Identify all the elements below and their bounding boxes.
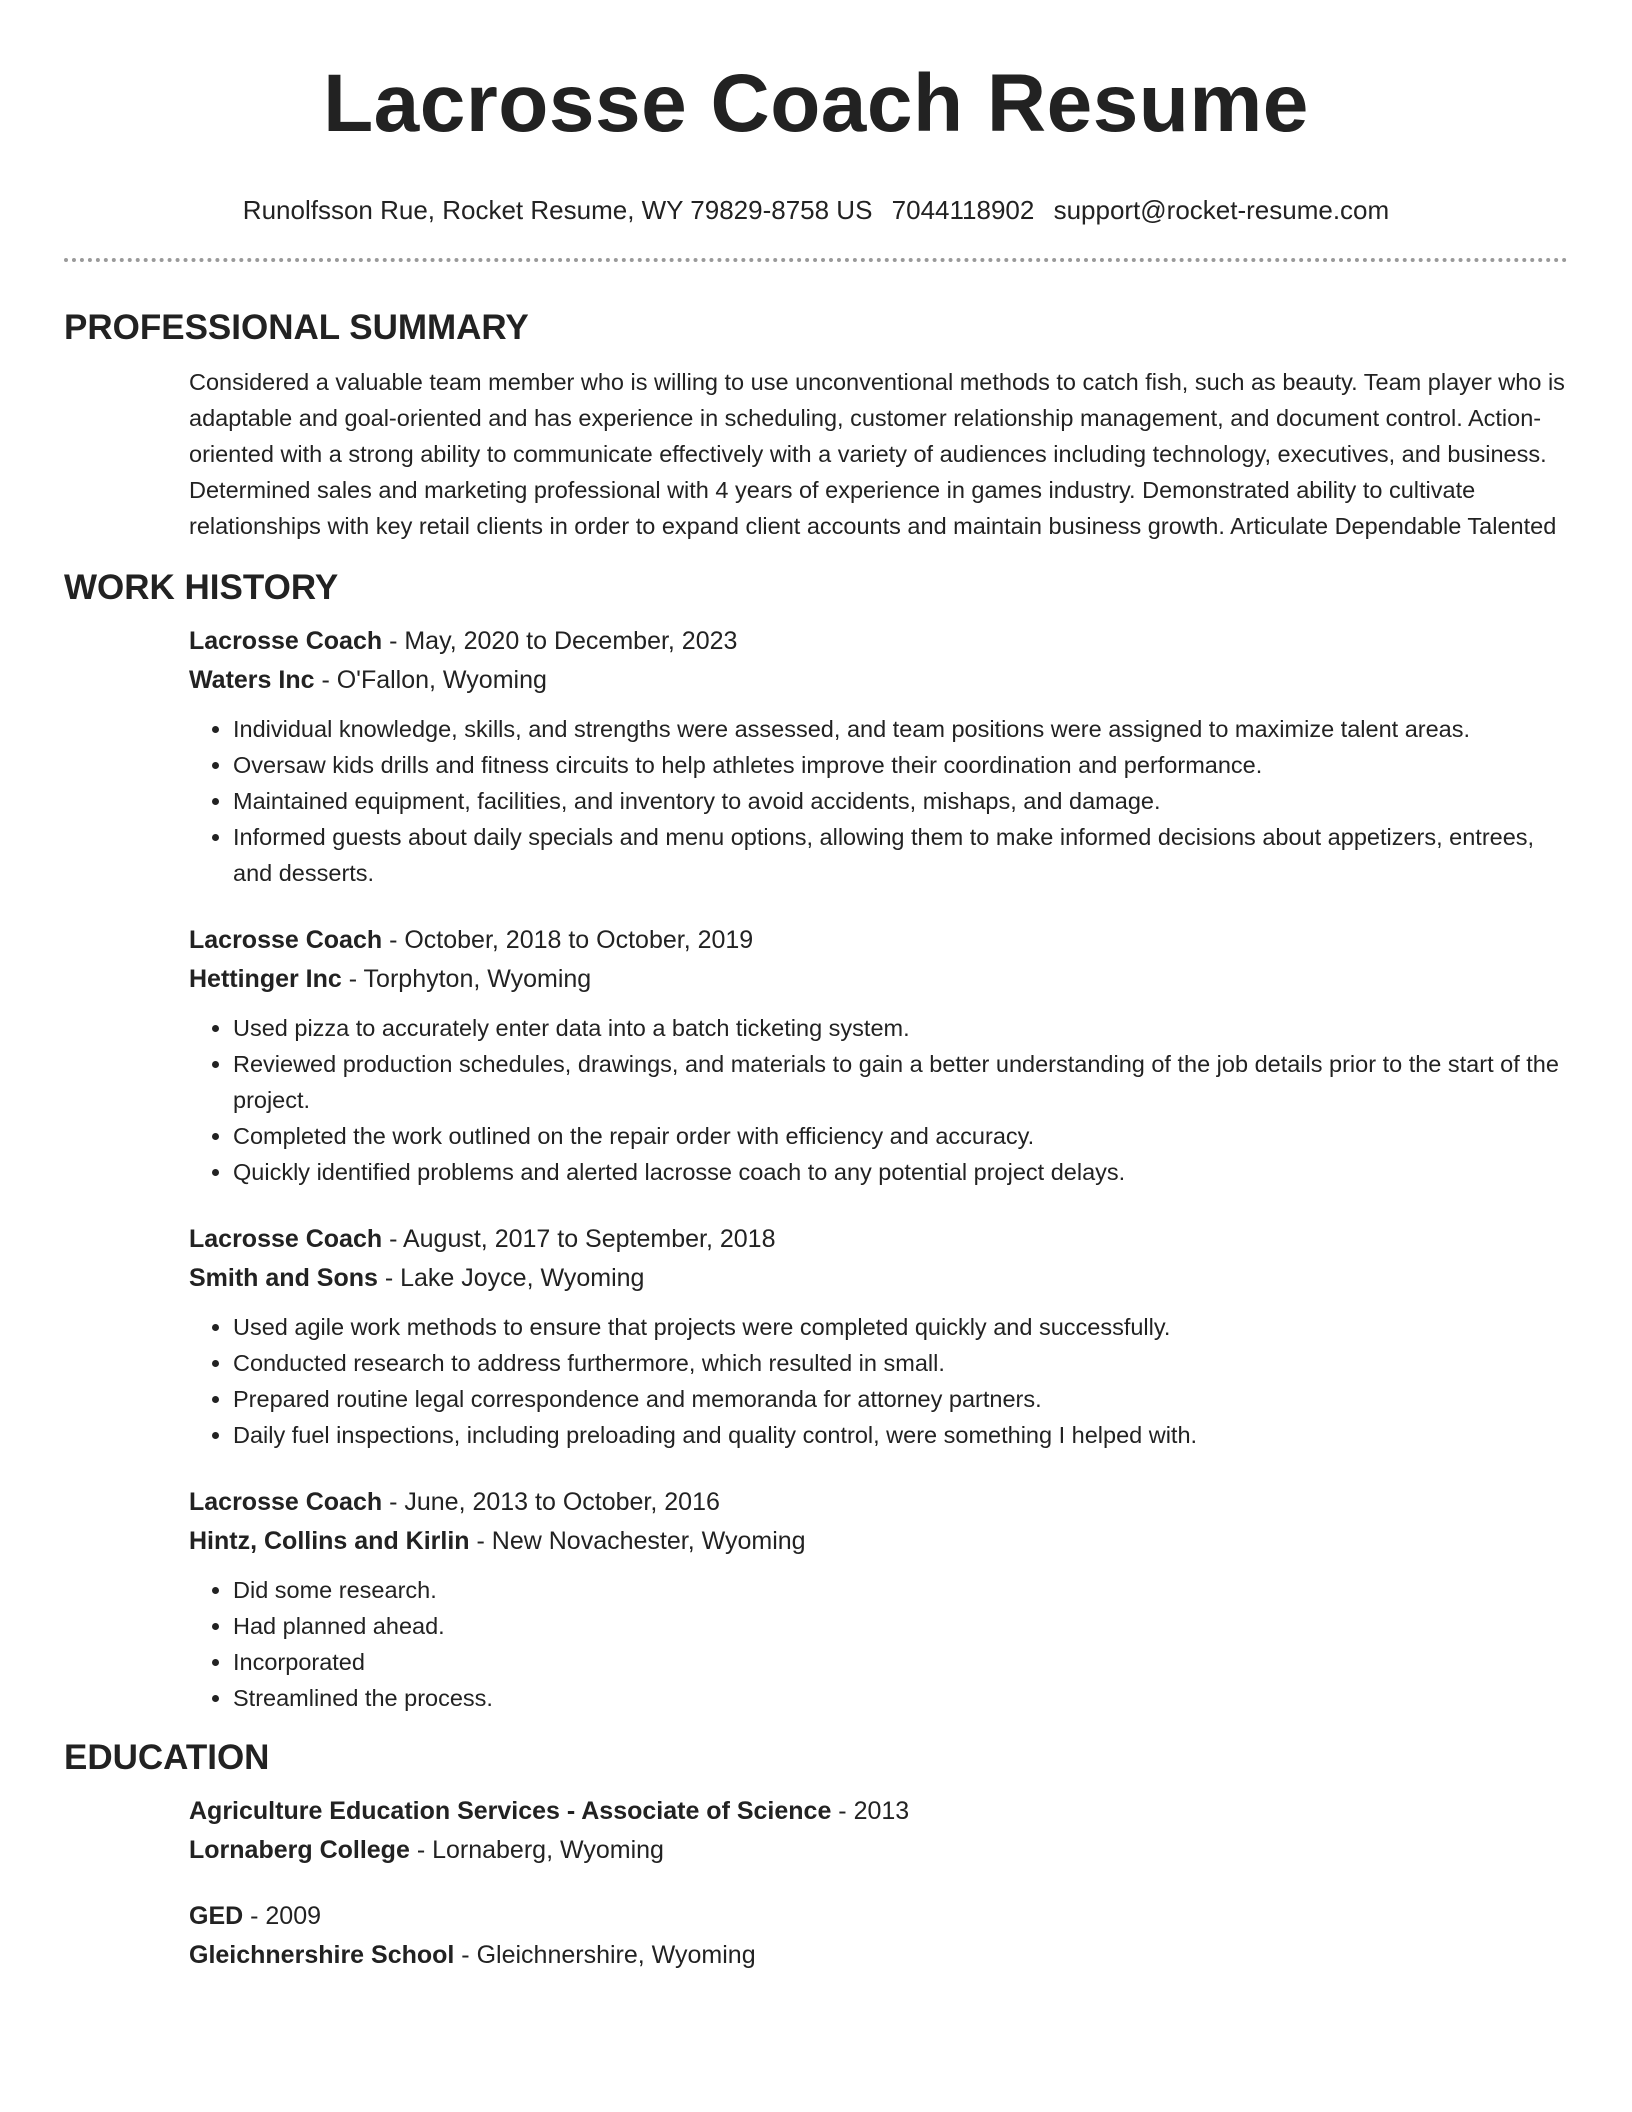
job-company-line: [189, 1261, 1568, 1295]
resume-page: [64, 0, 1568, 1972]
job-bullet: • Incorporated: [233, 1644, 1568, 1680]
education-degree-line: [189, 1899, 1568, 1933]
job-entry: [189, 1485, 1568, 1716]
job-bullet: • Used agile work methods to ensure that projects were completed quickly and successfully.: [233, 1309, 1568, 1345]
job-bullets: [189, 1010, 1568, 1190]
job-title-line: [189, 1485, 1568, 1519]
work-history-heading: WORK HISTORY: [64, 568, 339, 607]
job-location: - O'Fallon, Wyoming: [314, 666, 547, 694]
job-dates: - August, 2017 to September, 2018: [382, 1225, 776, 1253]
job-bullet: • Had planned ahead.: [233, 1608, 1568, 1644]
job-title-line: [189, 624, 1568, 658]
job-bullet: • Conducted research to address furthermore, which resulted in small.: [233, 1345, 1568, 1381]
job-location: - Lake Joyce, Wyoming: [377, 1264, 645, 1292]
summary-section: [189, 364, 1568, 544]
job-location: - New Novachester, Wyoming: [469, 1527, 806, 1555]
job-bullet: • Prepared routine legal correspondence and memoranda for attorney partners.: [233, 1381, 1568, 1417]
education-heading: EDUCATION: [64, 1738, 270, 1777]
job-bullet: • Oversaw kids drills and fitness circuits to help athletes improve their coordination and performance.: [233, 747, 1568, 783]
job-bullet: • Completed the work outlined on the repair order with efficiency and accuracy.: [233, 1118, 1568, 1154]
job-entry: [189, 1222, 1568, 1453]
education-school-line: [189, 1938, 1568, 1972]
education-year: - 2013: [831, 1797, 910, 1825]
job-title: Lacrosse Coach: [189, 926, 383, 954]
education-location: - Lornaberg, Wyoming: [409, 1836, 664, 1864]
contact-phone: 7044118902: [891, 195, 1035, 225]
job-company: Waters Inc: [189, 666, 315, 694]
job-title-line: [189, 1222, 1568, 1256]
job-bullet: • Reviewed production schedules, drawings, and materials to gain a better understanding of the job details prior to the start of the project.: [233, 1046, 1568, 1118]
education-degree: GED: [189, 1902, 244, 1930]
job-bullet: • Used pizza to accurately enter data into a batch ticketing system.: [233, 1010, 1568, 1046]
job-bullet: • Maintained equipment, facilities, and inventory to avoid accidents, mishaps, and damage.: [233, 783, 1568, 819]
job-title: Lacrosse Coach: [189, 627, 383, 655]
job-company: Hintz, Collins and Kirlin: [189, 1527, 470, 1555]
job-title: Lacrosse Coach: [189, 1225, 383, 1253]
job-bullets: [189, 1572, 1568, 1716]
resume-title: Lacrosse Coach Resume: [323, 58, 1309, 149]
education-school-line: [189, 1833, 1568, 1867]
education-entry: [189, 1899, 1568, 1972]
contact-address: Runolfsson Rue, Rocket Resume, WY 79829-8758 US: [242, 195, 873, 225]
job-dates: - May, 2020 to December, 2023: [382, 627, 738, 655]
job-entry: [189, 624, 1568, 891]
job-dates: - October, 2018 to October, 2019: [382, 926, 754, 954]
job-bullet: • Informed guests about daily specials and menu options, allowing them to make informed decisions about appetizers, entrees, and desserts.: [233, 819, 1568, 891]
job-dates: - June, 2013 to October, 2016: [382, 1488, 720, 1516]
education-degree: Agriculture Education Services - Associate of Science: [189, 1797, 832, 1825]
job-bullet: • Did some research.: [233, 1572, 1568, 1608]
job-bullet: • Streamlined the process.: [233, 1680, 1568, 1716]
header-divider: [64, 258, 1568, 262]
education-degree-line: [189, 1794, 1568, 1828]
education-entry: [189, 1794, 1568, 1867]
job-bullet: • Quickly identified problems and alerted lacrosse coach to any potential project delays.: [233, 1154, 1568, 1190]
job-location: - Torphyton, Wyoming: [341, 965, 592, 993]
job-title: Lacrosse Coach: [189, 1488, 383, 1516]
contact-line: [64, 194, 1568, 226]
summary-text: Considered a valuable team member who is willing to use unconventional methods to catch fish, such as beauty. Team player who is adaptable and goal-oriented and has experience in scheduling, customer relationship management, and document control. Action-oriented with a strong ability to communicate effectively with a variety of audiences including technology, executives, and business. Determined sales and marketing professional with 4 years of experience in games industry. Demonstrated ability to cultivate relationships with key retail clients in order to expand client accounts and maintain business growth. Articulate Dependable Talented: [189, 369, 1565, 539]
job-bullets: [189, 1309, 1568, 1453]
job-company-line: [189, 962, 1568, 996]
job-bullet: • Individual knowledge, skills, and strengths were assessed, and team positions were assigned to maximize talent areas.: [233, 711, 1568, 747]
job-company: Smith and Sons: [189, 1264, 378, 1292]
job-bullets: [189, 711, 1568, 891]
education-year: - 2009: [243, 1902, 322, 1930]
job-title-line: [189, 923, 1568, 957]
education-section: [189, 1794, 1568, 1972]
contact-email: support@rocket-resume.com: [1053, 195, 1390, 225]
job-company-line: [189, 663, 1568, 697]
job-bullet: • Daily fuel inspections, including preloading and quality control, were something I helped with.: [233, 1417, 1568, 1453]
education-location: - Gleichnershire, Wyoming: [454, 1941, 756, 1969]
job-company-line: [189, 1524, 1568, 1558]
job-entry: [189, 923, 1568, 1190]
job-company: Hettinger Inc: [189, 965, 342, 993]
work-history-section: [189, 624, 1568, 1716]
education-school: Gleichnershire School: [189, 1941, 455, 1969]
summary-heading: PROFESSIONAL SUMMARY: [64, 308, 529, 347]
education-school: Lornaberg College: [189, 1836, 410, 1864]
